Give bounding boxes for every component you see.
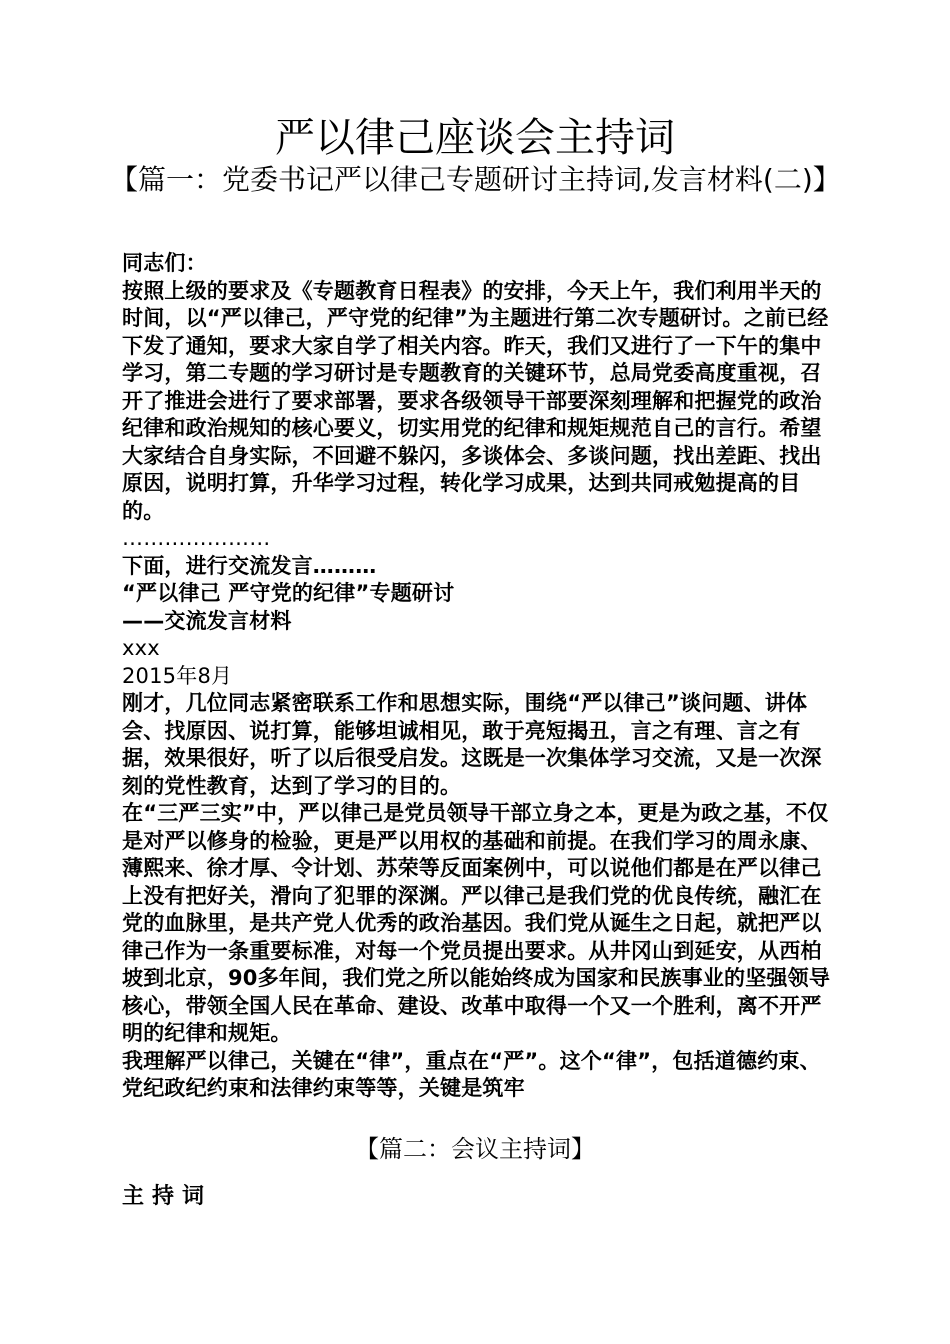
paragraph-3: 在“三严三实”中，严以律己是党员领导干部立身之本，更是为政之基，不仅是对严以修身的检验，更是严以用权的基础和前提。在我们学习的周永康、薄熙来、徐才厚、令计划、苏荣等反面案例中，可以说他们都是在严以律己上没有把好关，滑向了犯罪的深渊。严以律己是我们党的优良传统，融汇在党的血脉里，是共产党人优秀的政治基因。我们党从诞生之日起，就把严以律己作为一条重要标准，对每一个党员提出要求。从井冈山到延安，从西柏坡到北京，90多年间，我们党之所以能始终成为国家和民族事业的坚强领导核心，带领全国人民在革命、建设、改革中取得一个又一个胜利，离不开严明的纪律和规矩。 [122,801,831,1045]
paragraph-2: 刚才，几位同志紧密联系工作和思想实际，围绕“严以律己”谈问题、讲体会、找原因、说打算，能够坦诚相见，敢于亮短揭丑，言之有理、言之有据，效果很好，听了以后很受启发。这既是一次集体学习交流，又是一次深刻的党性教育，达到了学习的目的。 [122,691,822,798]
document-subtitle: 【篇一：党委书记严以律己专题研讨主持词,发言材料(二)】 [110,163,841,196]
ellipsis-line: ………………… [122,526,271,550]
paragraph-4: 我理解严以律己，关键在“律”，重点在“严”。这个“律”，包括道德约束、党纪政纪约束和法律约束等等，关键是筑牢 [122,1048,821,1100]
paragraph-1: 按照上级的要求及《专题教育日程表》的安排，今天上午，我们利用半天的时间，以“严以律己，严守党的纪律”为主题进行第二次专题研讨。之前已经下发了通知，要求大家自学了相关内容。昨天，我们又进行了一下午的集中学习，第二专题的学习研讨是专题教育的关键环节，总局党委高度重视，召开了推进会进行了要求部署，要求各级领导干部要深刻理解和把握党的政治纪律和政治规知的核心要义，切实用党的纪律和规矩规范自己的言行。希望大家结合自身实际，不回避不躲闪，多谈体会、多谈问题，找出差距、找出原因，说明打算，升华学习过程，转化学习成果，达到共同戒勉提高的目的。 [122,278,829,523]
material-line: ——交流发言材料 [122,608,292,633]
date-line: 2015年8月 [122,663,233,688]
host-title: 主持词 [122,1184,213,1209]
author-line: xxx [122,636,160,660]
next-speech-line: 下面，进行交流发言……… [122,553,377,578]
topic-line: “严以律己 严守党的纪律”专题研讨 [122,581,455,605]
greeting: 同志们： [122,251,207,275]
document-title: 严以律己座谈会主持词 [275,115,675,161]
document-body [114,250,838,1103]
section-2-title: 【篇二：会议主持词】 [355,1135,595,1163]
